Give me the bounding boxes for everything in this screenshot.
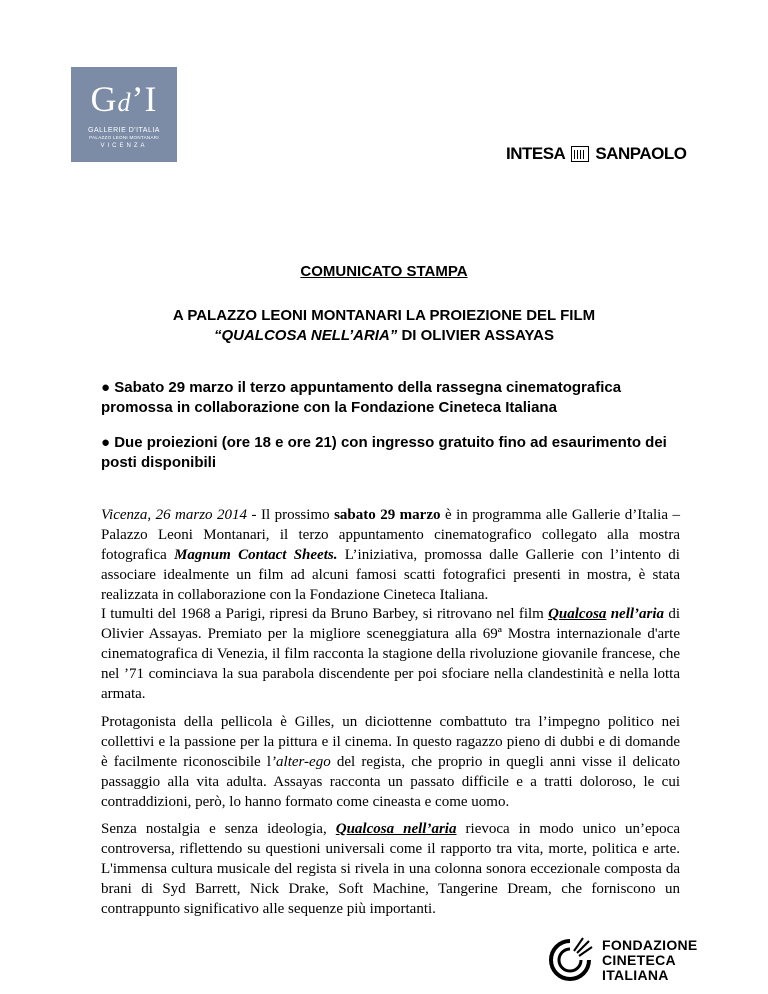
fci-line3: ITALIANA <box>602 966 669 983</box>
gdi-logo-line2: PALAZZO LEONI MONTANARI <box>89 135 159 140</box>
text-run: è in programma alle Gallerie d’Italia – Palazzo Leoni Montanari, il terzo appuntamento cinematografico collegato alla mostra fotografica <box>101 507 680 563</box>
text-run-bold: sabato 29 marzo <box>334 507 441 523</box>
document-type-title: COMUNICATO STAMPA <box>300 263 468 280</box>
film-title-underlined: Qualcosa nell’aria <box>335 821 457 837</box>
headline-line1: A PALAZZO LEONI MONTANARI LA PROIEZIONE DEL FILM <box>172 307 596 324</box>
gdi-monogram: Gd’I <box>90 79 158 119</box>
text-run: di Olivier Assayas. Premiato per la migliore sceneggiatura alla 69ª Mostra internazionale d'arte cinematografica di Venezia, il film racconta la stagione della rivoluzione giovanile francese, che nel ’71 cominciava la sua parabola discendente per poi sfociare nella clandestinità e nella lotta armata. <box>101 606 681 702</box>
text-run: rievoca in modo unico un’epoca controversa, riflettendo su questioni universali come il rapporto tra vita, morte, politica e arte. L'immensa cultura musicale del regista si rivela in una colonna sonora eccezionale composta da brani di Syd Barrett, Nick Drake, Soft Machine, Tangerine Dream, che forniscono un contrappunto significativo alle sequenze più importanti. <box>101 821 680 917</box>
cineteca-mark-icon <box>547 937 593 983</box>
isp-logo-left: INTESA <box>506 144 566 163</box>
film-title-underlined: Qualcosa <box>548 606 607 622</box>
text-run: I tumulti del 1968 a Parigi, ripresi da Bruno Barbey, si ritrovano nel film <box>101 606 549 622</box>
fci-wordmark <box>602 938 698 983</box>
bullet-point: ● Due proiezioni (ore 18 e ore 21) con ingresso gratuito fino ad esaurimento dei posti disponibili <box>101 434 667 471</box>
isp-logo-right: SANPAOLO <box>595 144 687 163</box>
isp-emblem-icon <box>571 146 589 162</box>
paragraph-4 <box>101 819 680 919</box>
paragraph-1 <box>101 505 680 605</box>
text-run-italic: ’alter-ego <box>271 754 331 770</box>
headline-line2 <box>0 326 768 346</box>
text-run: del regista, che proprio in quegli anni visse il delicato passaggio alla vita adulta. Assayas racconta un passato difficile e a tratti doloroso, le cui contraddizioni, però, lo hanno formato come cineasta e come uomo. <box>101 754 680 810</box>
text-run: - Il prossimo <box>247 507 335 523</box>
text-run: Protagonista della pellicola è Gilles, un diciottenne combattuto tra l’impegno politico nei collettivi e la passione per la pittura e il cinema. In questo ragazzo pieno di dubbi e di domande è facilmente riconoscibile l <box>101 714 680 770</box>
gdi-logo-line1: GALLERIE D'ITALIA <box>88 127 160 134</box>
headline-director: DI OLIVIER ASSAYAS <box>397 327 555 344</box>
text-run: L’iniziativa, promossa dalle Gallerie con l’intento di associare idealmente un film ad alcuni famosi scatti fotografici presenti in mostra, è stata realizzata in collaborazione con la Fondazione Cineteca Italiana. <box>101 547 680 603</box>
text-run-bold-italic: Magnum Contact Sheets. <box>174 547 338 563</box>
fondazione-cineteca-logo <box>547 937 698 983</box>
gdi-logo-line3: VICENZA <box>100 143 148 149</box>
bullet-point: ● Sabato 29 marzo il terzo appuntamento della rassegna cinematografica promossa in collaborazione con la Fondazione Cineteca Italiana <box>101 379 622 416</box>
gallerie-ditalia-logo <box>71 67 177 162</box>
fci-line1: FONDAZIONE <box>602 936 698 953</box>
intesa-sanpaolo-logo <box>506 144 686 164</box>
headline <box>0 306 768 346</box>
headline-film-title: “QUALCOSA NELL’ARIA” <box>213 327 398 344</box>
fci-line2: CINETECA <box>602 951 676 968</box>
text-run: Senza nostalgia e senza ideologia, <box>101 821 336 837</box>
paragraph-3 <box>101 712 680 812</box>
dateline: Vicenza, 26 marzo 2014 <box>101 507 248 523</box>
film-title-bold-italic: nell’aria <box>610 606 665 622</box>
paragraph-2 <box>101 604 680 704</box>
